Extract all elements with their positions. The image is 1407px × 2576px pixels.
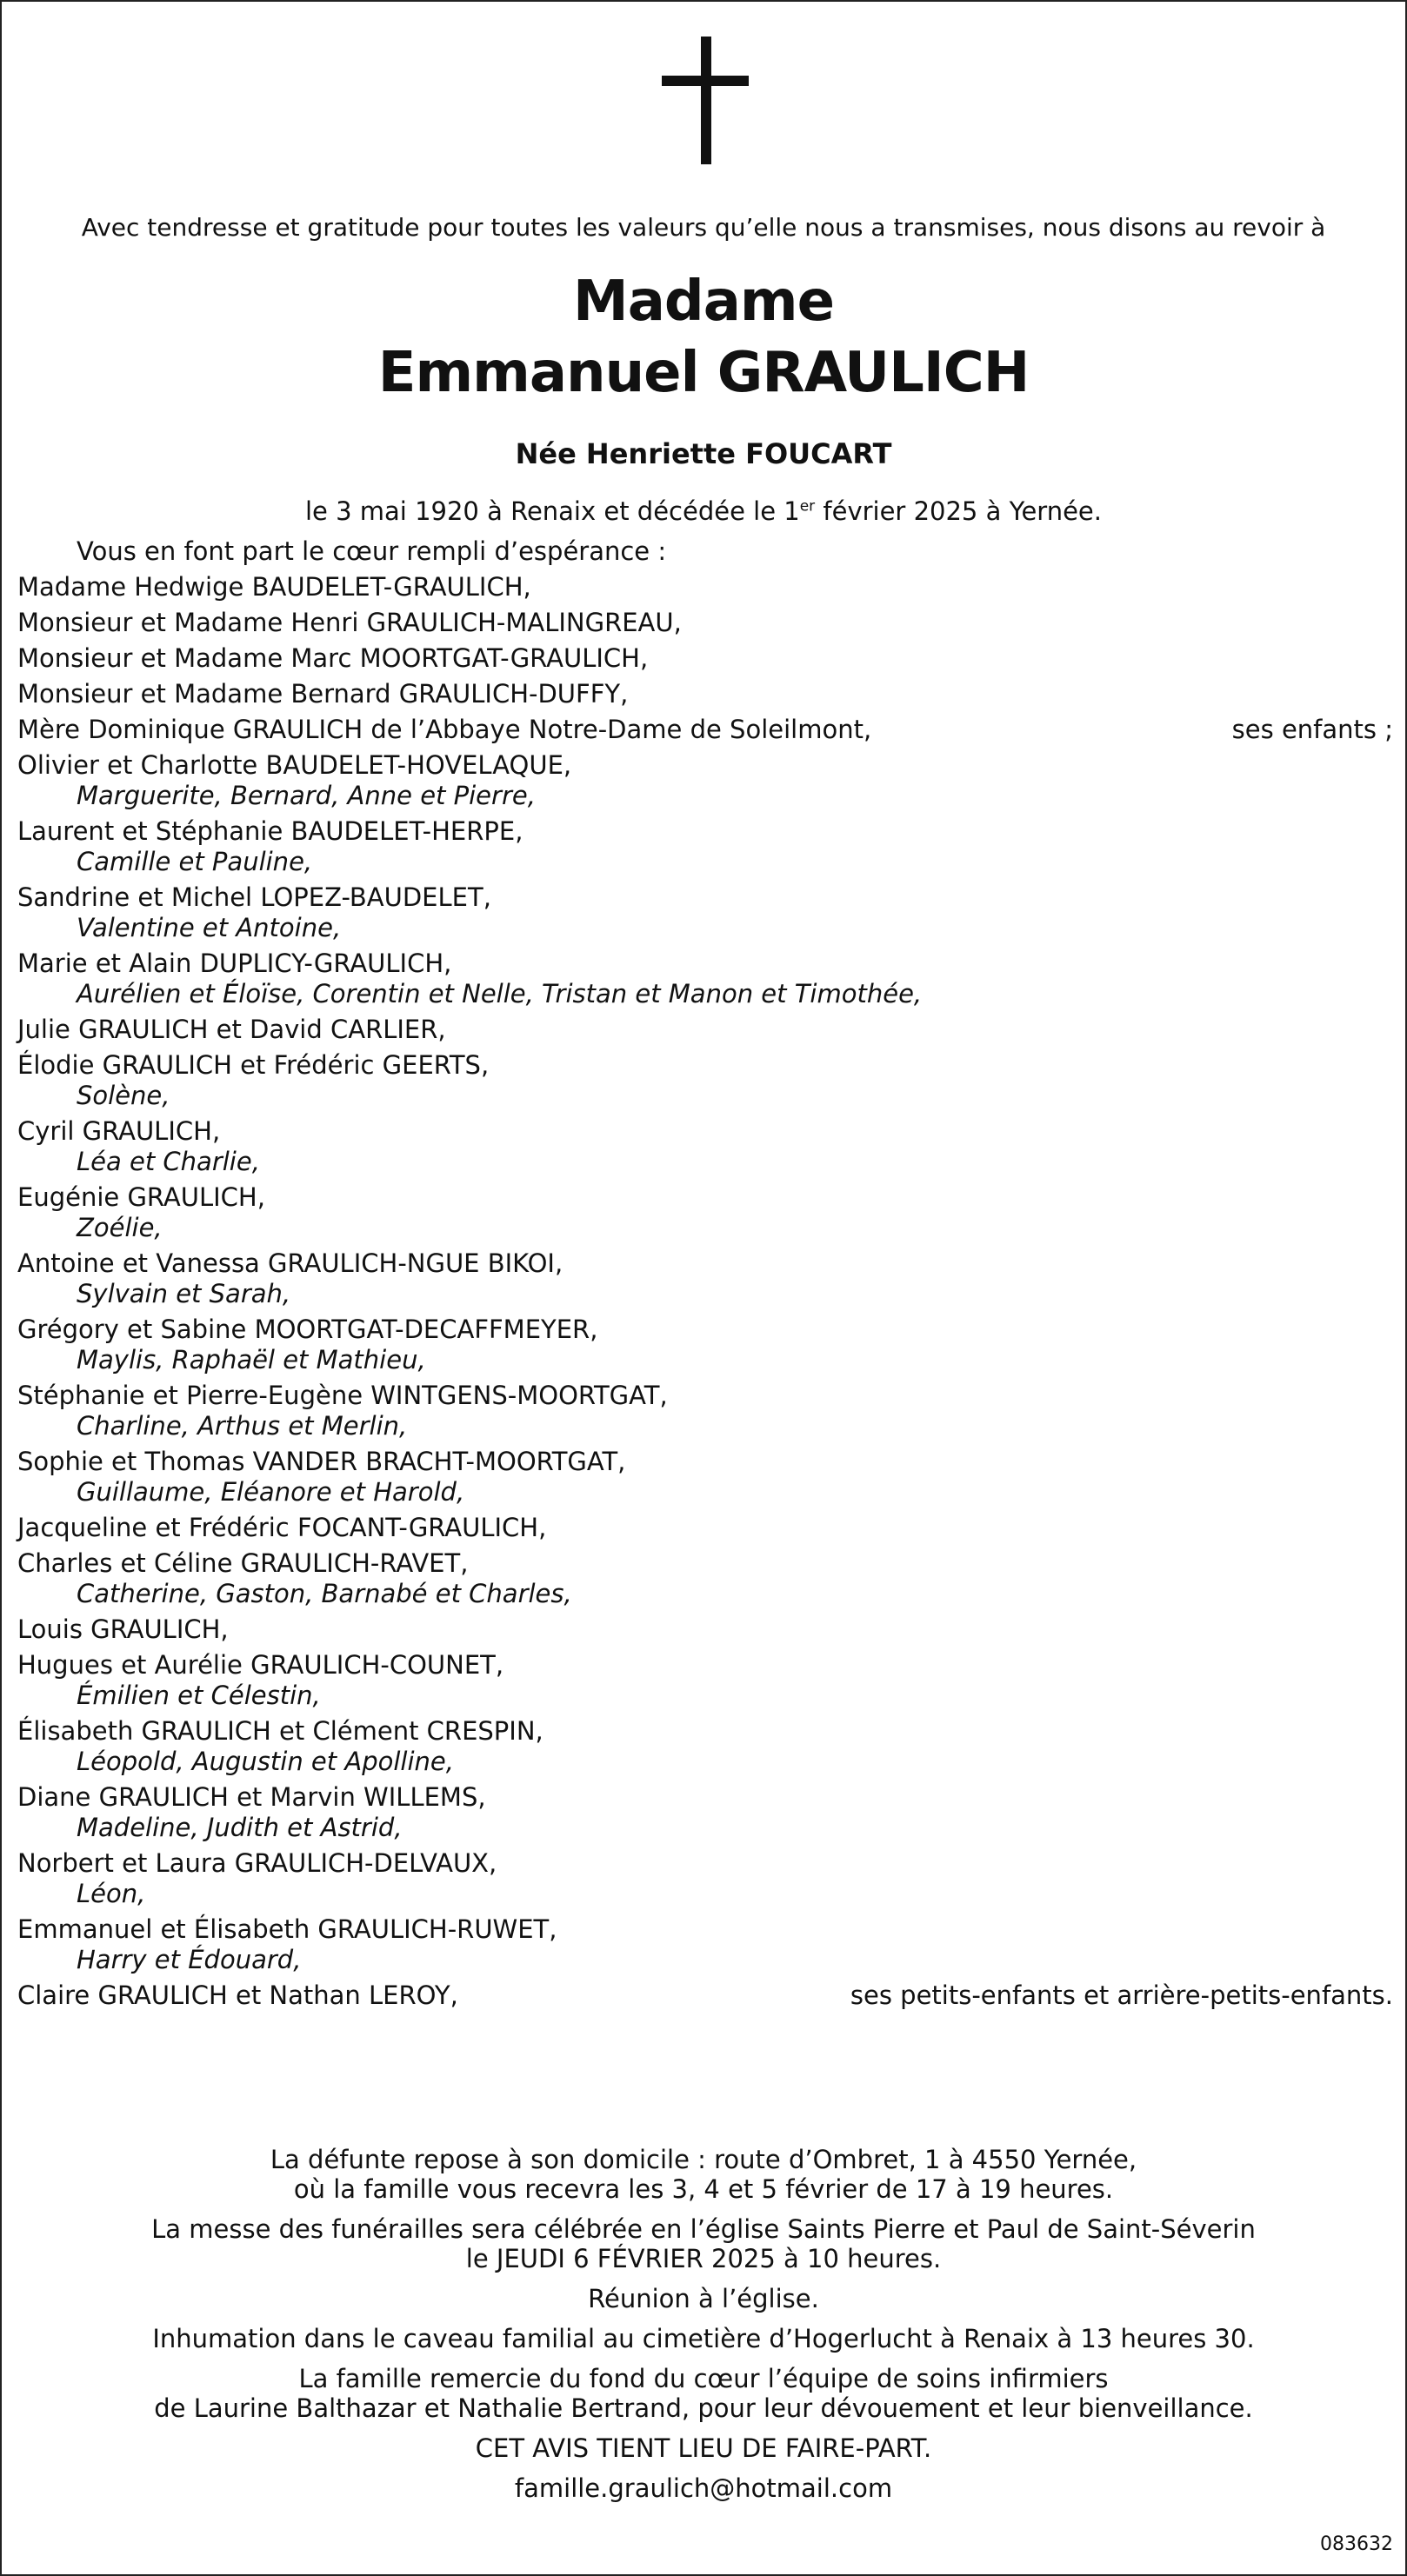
great-grandchildren: Solène,	[77, 1081, 170, 1110]
child-entry: Monsieur et Madame Marc MOORTGAT-GRAULICH,	[17, 643, 649, 673]
great-grandchildren: Zoélie,	[77, 1213, 163, 1242]
family-intro: Vous en font part le cœur rempli d’espérance :	[77, 536, 667, 566]
footer-line: où la famille vous recevra les 3, 4 et 5 février de 17 à 19 heures.	[293, 2174, 1114, 2204]
child-entry: Madame Hedwige BAUDELET-GRAULICH,	[17, 572, 531, 602]
funeral-details	[2, 2145, 1405, 2503]
intro-text: Avec tendresse et gratitude pour toutes les valeurs qu’elle nous a transmises, nous disons au revoir à	[81, 213, 1326, 242]
grandchild-entry: Olivier et Charlotte BAUDELET-HOVELAQUE,	[17, 750, 572, 780]
grandchild-entry: Stéphanie et Pierre-Eugène WINTGENS-MOORTGAT,	[17, 1381, 668, 1410]
grandchild-entry: Élisabeth GRAULICH et Clément CRESPIN,	[17, 1716, 543, 1746]
footer-line: de Laurine Balthazar et Nathalie Bertrand, pour leur dévouement et leur bienveillance.	[154, 2393, 1253, 2423]
family-list	[17, 534, 1393, 2014]
great-grandchildren: Valentine et Antoine,	[77, 913, 342, 942]
grandchild-entry: Julie GRAULICH et David CARLIER,	[17, 1015, 446, 1044]
grandchild-entry: Marie et Alain DUPLICY-GRAULICH,	[17, 949, 452, 978]
grandchild-entry: Sandrine et Michel LOPEZ-BAUDELET,	[17, 882, 491, 912]
grandchild-entry: Grégory et Sabine MOORTGAT-DECAFFMEYER,	[17, 1315, 598, 1344]
great-grandchildren: Madeline, Judith et Astrid,	[77, 1813, 403, 1842]
great-grandchildren: Léopold, Augustin et Apolline,	[77, 1747, 454, 1776]
children-label: ses enfants ;	[1231, 715, 1393, 744]
grandchild-entry: Emmanuel et Élisabeth GRAULICH-RUWET,	[17, 1914, 557, 1944]
great-grandchildren: Charline, Arthus et Merlin,	[77, 1411, 408, 1441]
grandchild-entry: Jacqueline et Frédéric FOCANT-GRAULICH,	[17, 1513, 547, 1542]
great-grandchildren: Marguerite, Bernard, Anne et Pierre,	[77, 781, 536, 810]
grandchild-entry: Diane GRAULICH et Marvin WILLEMS,	[17, 1782, 486, 1812]
great-grandchildren: Maylis, Raphaël et Mathieu,	[77, 1345, 426, 1375]
reference-number: 083632	[1320, 2533, 1393, 2555]
child-entry: Monsieur et Madame Henri GRAULICH-MALINGREAU,	[17, 608, 682, 637]
grandchild-entry: Antoine et Vanessa GRAULICH-NGUE BIKOI,	[17, 1248, 563, 1278]
grandchild-entry: Charles et Céline GRAULICH-RAVET,	[17, 1548, 469, 1578]
footer-line: le JEUDI 6 FÉVRIER 2025 à 10 heures.	[465, 2244, 942, 2273]
footer-line: La défunte repose à son domicile : route d’Ombret, 1 à 4550 Yernée,	[270, 2145, 1137, 2174]
latin-cross-icon	[662, 37, 749, 164]
great-grandchildren: Émilien et Célestin,	[77, 1681, 321, 1710]
grandchild-entry: Hugues et Aurélie GRAULICH-COUNET,	[17, 1650, 504, 1680]
footer-line: La messe des funérailles sera célébrée en l’église Saints Pierre et Paul de Saint-Séverin	[151, 2214, 1256, 2244]
grandchild-entry: Laurent et Stéphanie BAUDELET-HERPE,	[17, 816, 523, 846]
great-grandchildren: Guillaume, Eléanore et Harold,	[77, 1477, 465, 1507]
footer-line: La famille remercie du fond du cœur l’équipe de soins infirmiers	[298, 2364, 1109, 2393]
great-grandchildren: Léa et Charlie,	[77, 1147, 260, 1176]
footer-line: Réunion à l’église.	[588, 2284, 819, 2313]
grandchild-entry: Cyril GRAULICH,	[17, 1116, 221, 1146]
grandchild-entry: Louis GRAULICH,	[17, 1614, 229, 1644]
great-grandchildren: Camille et Pauline,	[77, 847, 313, 876]
footer-line: famille.graulich@hotmail.com	[514, 2473, 893, 2503]
child-entry: Mère Dominique GRAULICH de l’Abbaye Notre-Dame de Soleilmont, ses enfants ;	[17, 712, 1393, 748]
deceased-name: Emmanuel GRAULICH	[377, 341, 1030, 405]
grandchild-entry: Sophie et Thomas VANDER BRACHT-MOORTGAT,	[17, 1447, 626, 1476]
great-grandchildren: Léon,	[77, 1879, 146, 1908]
great-grandchildren: Harry et Édouard,	[77, 1945, 302, 1974]
grandchild-entry: Élodie GRAULICH et Frédéric GEERTS,	[17, 1050, 490, 1080]
footer-line: Inhumation dans le caveau familial au cimetière d’Hogerlucht à Renaix à 13 heures 30.	[152, 2324, 1255, 2353]
grandchild-entry-last: Claire GRAULICH et Nathan LEROY, ses petits-enfants et arrière-petits-enfants.	[17, 1978, 1393, 2014]
grandchild-entry: Norbert et Laura GRAULICH-DELVAUX,	[17, 1848, 497, 1878]
maiden-name: Née Henriette FOUCART	[515, 437, 892, 470]
grandchild-entry: Eugénie GRAULICH,	[17, 1182, 265, 1212]
child-entry: Monsieur et Madame Bernard GRAULICH-DUFFY,	[17, 679, 629, 709]
great-grandchildren: Sylvain et Sarah,	[77, 1279, 291, 1308]
footer-line: CET AVIS TIENT LIEU DE FAIRE-PART.	[475, 2433, 932, 2463]
great-grandchildren: Catherine, Gaston, Barnabé et Charles,	[77, 1579, 572, 1608]
title-honorific: Madame	[573, 270, 834, 334]
grandchildren-label: ses petits-enfants et arrière-petits-enfants.	[850, 1980, 1393, 2010]
great-grandchildren: Aurélien et Éloïse, Corentin et Nelle, Tristan et Manon et Timothée,	[77, 979, 923, 1008]
birth-death-dates: le 3 mai 1920 à Renaix et décédée le 1er février 2025 à Yernée.	[305, 496, 1102, 526]
